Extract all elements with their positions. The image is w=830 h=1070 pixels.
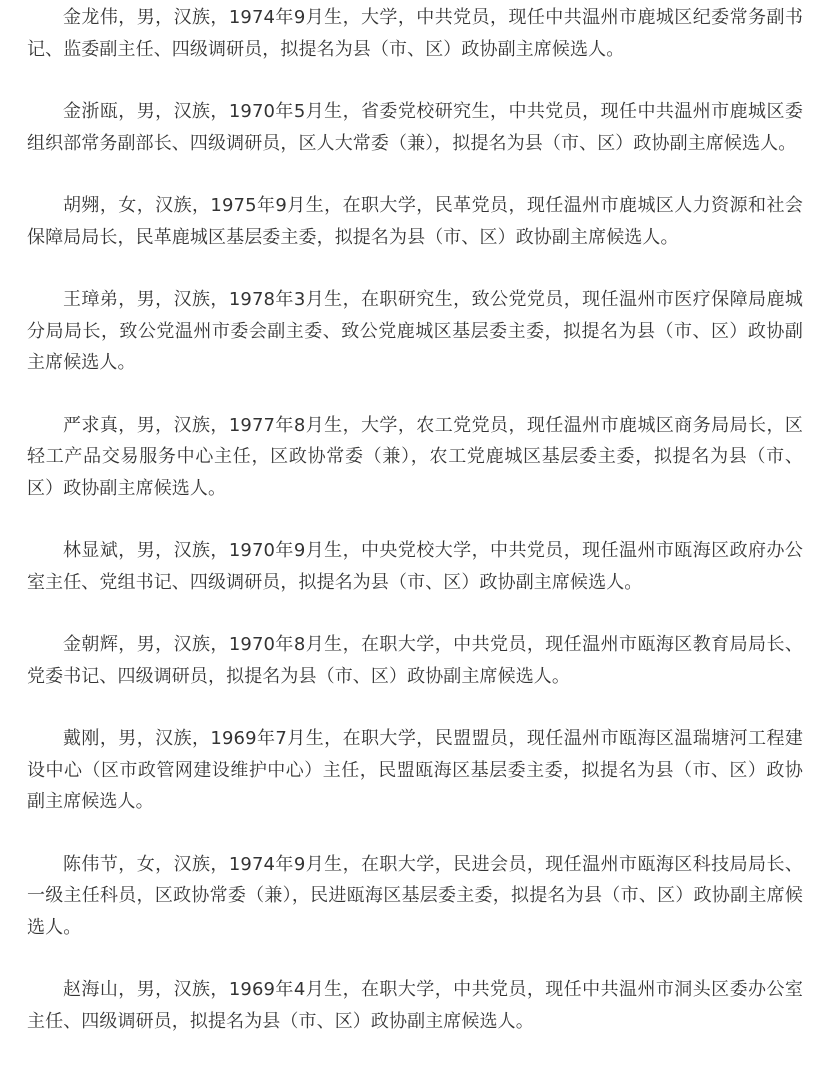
candidate-paragraph-zhao-haishan: 赵海山，男，汉族，1969年4月生，在职大学，中共党员，现任中共温州市洞头区委办公室主任、四级调研员，拟提名为县（市、区）政协副主席候选人。 bbox=[27, 979, 803, 1032]
candidate-paragraph-jin-longwei: 金龙伟，男，汉族，1974年9月生，大学，中共党员，现任中共温州市鹿城区纪委常务副书记、监委副主任、四级调研员，拟提名为县（市、区）政协副主席候选人。 bbox=[27, 7, 803, 60]
candidate-paragraph-dai-gang: 戴刚，男，汉族，1969年7月生，在职大学，民盟盟员，现任温州市瓯海区温瑞塘河工程建设中心（区市政管网建设维护中心）主任，民盟瓯海区基层委主委，拟提名为县（市、区）政协副主席候选人。 bbox=[27, 728, 803, 812]
candidate-paragraph-yan-qiuzhen: 严求真，男，汉族，1977年8月生，大学，农工党党员，现任温州市鹿城区商务局局长，区轻工产品交易服务中心主任，区政协常委（兼），农工党鹿城区基层委主委，拟提名为县（市、区）政协副主席候选人。 bbox=[27, 414, 803, 499]
candidate-paragraph-wang-zhangdi: 王璋弟，男，汉族，1978年3月生，在职研究生，致公党党员，现任温州市医疗保障局鹿城分局局长，致公党温州市委会副主委、致公党鹿城区基层委主委，拟提名为县（市、区）政协副主席候选人。 bbox=[27, 289, 803, 373]
candidate-paragraph-jin-zheou: 金浙瓯，男，汉族，1970年5月生，省委党校研究生，中共党员，现任中共温州市鹿城区委组织部常务副部长、四级调研员，区人大常委（兼），拟提名为县（市、区）政协副主席候选人。 bbox=[27, 101, 803, 154]
candidate-paragraph-chen-weijie: 陈伟节，女，汉族，1974年9月生，在职大学，民进会员，现任温州市瓯海区科技局局长、一级主任科员，区政协常委（兼），民进瓯海区基层委主委，拟提名为县（市、区）政协副主席候选人。 bbox=[27, 853, 803, 938]
candidate-paragraph-jin-chaohui: 金朝辉，男，汉族，1970年8月生，在职大学，中共党员，现任温州市瓯海区教育局局长、党委书记、四级调研员，拟提名为县（市、区）政协副主席候选人。 bbox=[27, 634, 803, 687]
candidate-paragraph-hu-hui: 胡翙，女，汉族，1975年9月生，在职大学，民革党员，现任温州市鹿城区人力资源和社会保障局局长，民革鹿城区基层委主委，拟提名为县（市、区）政协副主席候选人。 bbox=[27, 195, 803, 248]
candidate-paragraph-lin-xianbin: 林显斌，男，汉族，1970年9月生，中央党校大学，中共党员，现任温州市瓯海区政府办公室主任、党组书记、四级调研员，拟提名为县（市、区）政协副主席候选人。 bbox=[27, 540, 803, 593]
